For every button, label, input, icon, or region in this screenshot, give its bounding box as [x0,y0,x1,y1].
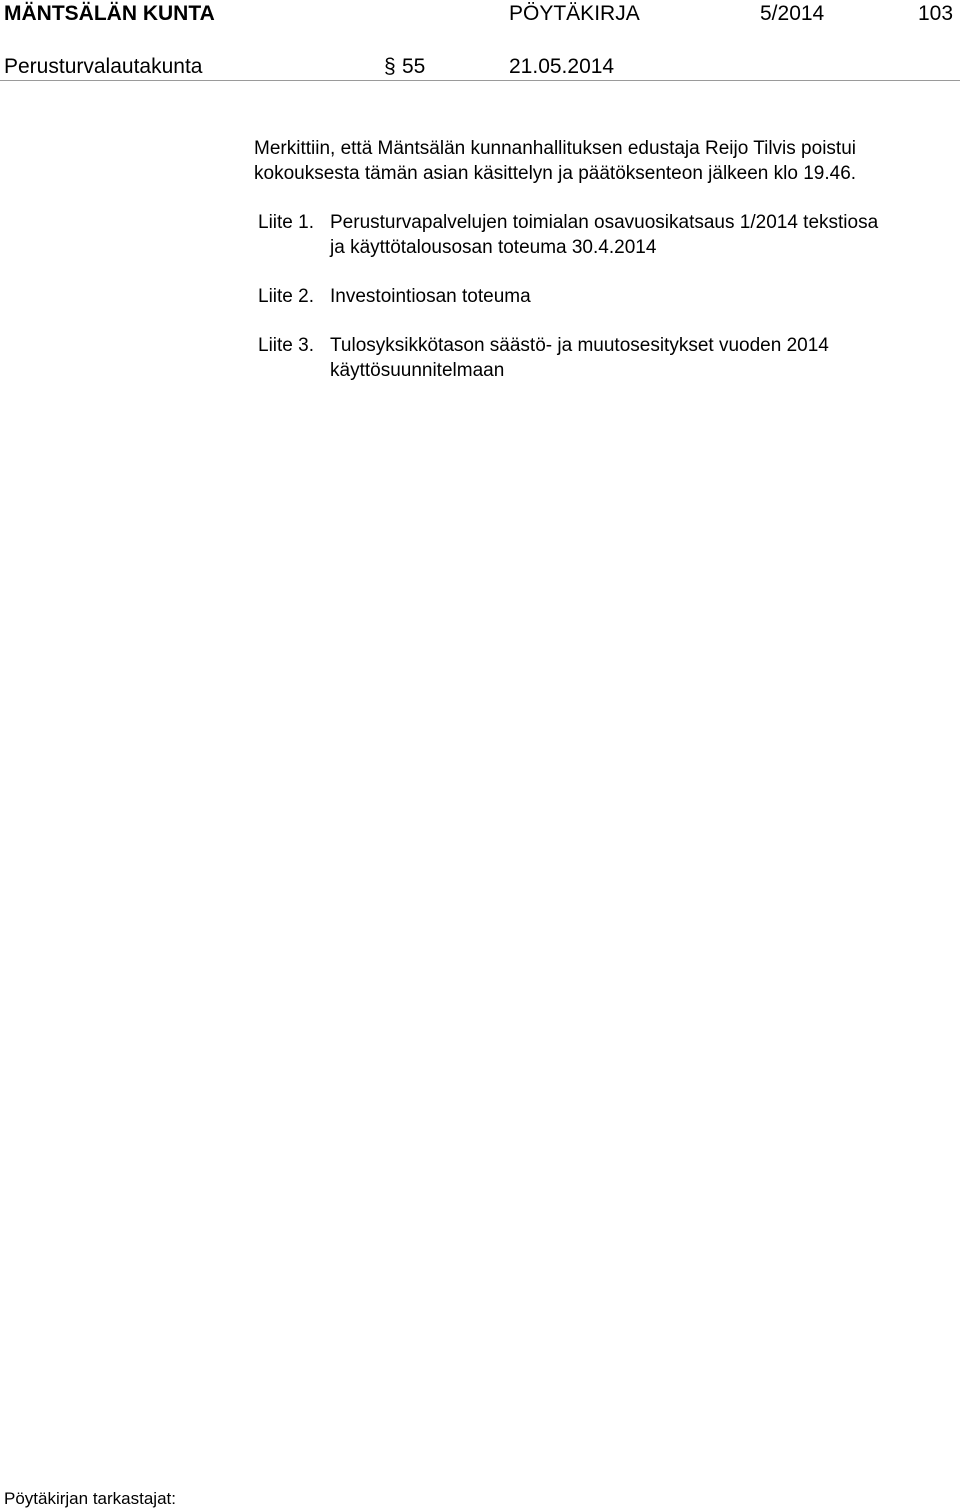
attachment-label: Liite 1. [258,212,314,233]
paragraph-line: Merkittiin, että Mäntsälän kunnanhallituksen edustaja Reijo Tilvis poistui [254,138,856,159]
attachment-label: Liite 3. [258,335,314,356]
page-number: 103 [918,2,954,25]
attachment-title-continued: käyttösuunnitelmaan [330,360,505,381]
board-name: Perusturvalautakunta [4,55,203,78]
attachment-title: Investointiosan toteuma [330,286,531,307]
reviewers-label: Pöytäkirjan tarkastajat: [4,1489,176,1508]
header-divider [0,80,960,81]
meeting-date: 21.05.2014 [509,55,615,78]
paragraph-line: kokouksesta tämän asian käsittelyn ja päätöksenteon jälkeen klo 19.46. [254,163,857,184]
attachment-title: Tulosyksikkötason säästö- ja muutosesitykset vuoden 2014 [330,335,829,356]
attachment-title-continued: ja käyttötalousosan toteuma 30.4.2014 [330,237,657,258]
document-type: PÖYTÄKIRJA [509,2,640,25]
attachment-title: Perusturvapalvelujen toimialan osavuosikatsaus 1/2014 tekstiosa [330,212,879,233]
attachment-label: Liite 2. [258,286,314,307]
document-number: 5/2014 [760,2,825,25]
organization-name: MÄNTSÄLÄN KUNTA [4,2,215,25]
section-symbol: § [384,55,396,78]
section-number: 55 [402,55,426,78]
